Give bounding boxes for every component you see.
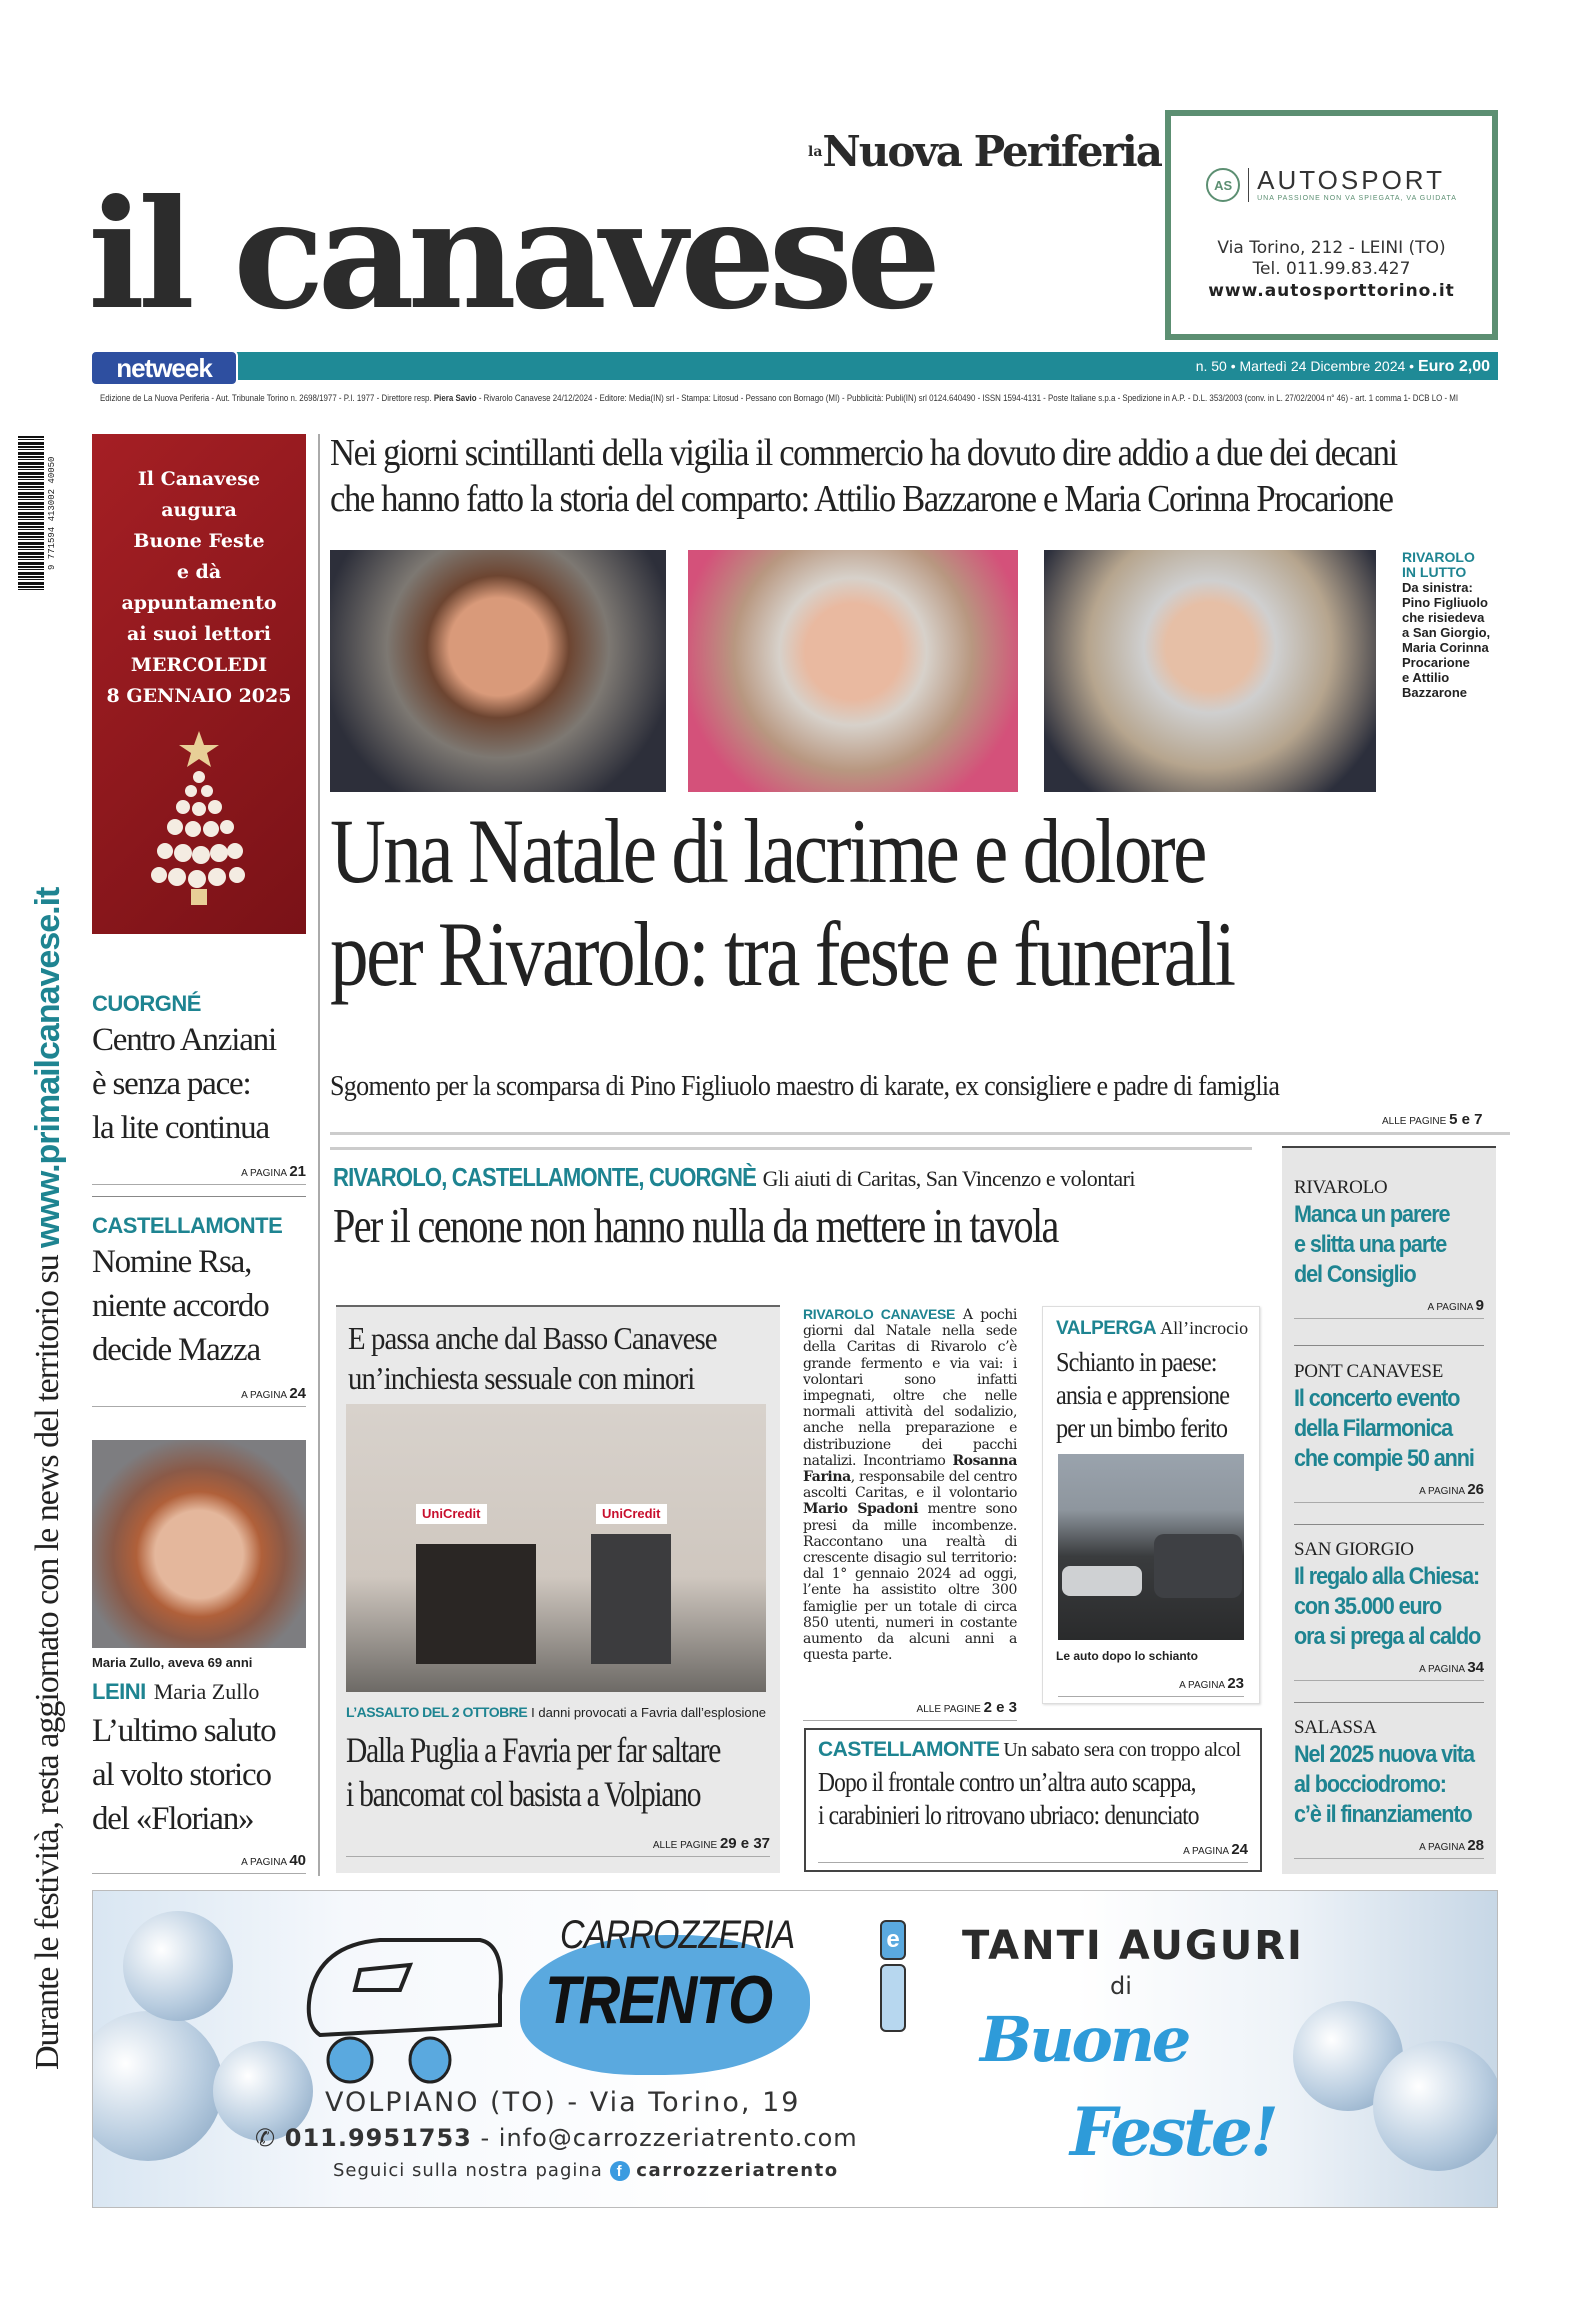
facebook-icon: f [610, 2161, 630, 2181]
ornament-ball [92, 2011, 223, 2161]
pino-figliuolo-photo [330, 550, 666, 792]
page-number: 24 [289, 1385, 306, 1402]
lead-headline[interactable] [330, 800, 1338, 1006]
headline-line: i carabinieri lo ritrovano ubriaco: denunciato [818, 1800, 1199, 1830]
subtitle-prefix: la [808, 144, 823, 160]
trento-email[interactable]: - info@carrozzeriatrento.com [480, 2124, 858, 2152]
headline-line: Dopo il frontale contro un’altra auto scappa, [818, 1767, 1196, 1797]
page-label: A PAGINA [1179, 1680, 1225, 1691]
right-story-pont-canavese[interactable] [1294, 1360, 1484, 1503]
body-text: mentre sono presi da mille incombenze. Raccontano una realtà di crescente disagio sul territorio: dal 1° gennaio 2024 ad oggi, l’ente ha assistito oltre 300 famiglie per un totale di circa 850 utenti, numeri in costante aumento da alcuni anni a questa parte. [803, 1501, 1017, 1664]
page-reference [92, 1164, 306, 1185]
favria-headline[interactable] [346, 1728, 720, 1816]
column-divider [318, 434, 320, 1876]
white-car [1062, 1566, 1142, 1596]
page-number: 5 e 7 [1449, 1111, 1483, 1128]
story-headline-line: al volto storico [92, 1757, 271, 1793]
headline-line: un’inchiesta sessuale con minori [348, 1360, 695, 1396]
maria-zullo-photo [92, 1440, 306, 1648]
christmas-notice [92, 434, 306, 934]
left-story-cuorgne[interactable] [92, 990, 306, 1185]
imprint-part1: Edizione de La Nuova Periferia - Aut. Tribunale Torino n. 2698/1977 - P.I. 1977 - Direttore resp. [100, 393, 432, 403]
story-headline-line: Centro Anziani [92, 1022, 276, 1058]
lead-photo-caption [1402, 550, 1512, 700]
body-text: A pochi giorni dal Natale nella sede della Caritas di Rivarolo c’è grande fermento e via vai: i volontari sono infatti impegnati, oltre che nelle normali attività del sodalizio, anche nella preparazione e distribuzione dei pacchi natalizi. Incontriamo [803, 1307, 1017, 1469]
subtitle-text: Nuova Periferia [822, 127, 1161, 176]
page-label: A PAGINA [1183, 1846, 1229, 1857]
right-story-salassa[interactable] [1294, 1716, 1484, 1859]
unicredit-sign: UniCredit [416, 1504, 487, 1524]
page-label: ALLE PAGINE [916, 1704, 981, 1715]
story-headline-line: Nomine Rsa, [92, 1244, 252, 1280]
right-column [1282, 1146, 1496, 1874]
divider [330, 1147, 1252, 1150]
greeting-line4: Feste! [1070, 2093, 1276, 2171]
christmas-tree-icon [139, 729, 259, 909]
divider [1294, 1702, 1484, 1703]
headline-line: Schianto in paese: [1056, 1347, 1217, 1377]
story-headline-line: Nel 2025 nuova vita [1294, 1741, 1474, 1768]
lead-subdeck: Sgomento per la scomparsa di Pino Figliuolo maestro di karate, ex consigliere e padre di famiglia [330, 1070, 1280, 1102]
page-label: A PAGINA [241, 1168, 287, 1179]
page-reference [1294, 1298, 1484, 1319]
valperga-kicker [1056, 1318, 1248, 1342]
lead-page-reference [1382, 1112, 1482, 1130]
story-headline-line: c’è il finanziamento [1294, 1801, 1472, 1828]
story-headline-line: Il concerto evento [1294, 1385, 1460, 1412]
divider [1294, 1524, 1484, 1525]
page-number: 21 [289, 1163, 306, 1180]
caritas-kicker [333, 1162, 1135, 1197]
social-handle[interactable]: carrozzeriatrento [636, 2160, 839, 2181]
page-reference [818, 1842, 1248, 1863]
autosport-emblem-icon: AS [1206, 168, 1240, 202]
page-number: 23 [1227, 1675, 1244, 1692]
plug-letter: e [880, 1920, 906, 1960]
headline-line: per Rivarolo: tra feste e funerali [330, 903, 1234, 1005]
story-kicker: CUORGNÉ [92, 991, 201, 1016]
story-headline-line: Il regalo alla Chiesa: [1294, 1563, 1480, 1590]
story-headline-line: della Filarmonica [1294, 1415, 1453, 1442]
barcode-digits-bottom: 9 771594 413002 [47, 489, 57, 571]
divider [1294, 1345, 1484, 1346]
page-number: 9 [1475, 1297, 1484, 1314]
trento-contacts [255, 2122, 858, 2154]
notice-line: MERCOLEDI [130, 654, 268, 676]
notice-line: 8 GENNAIO 2025 [106, 685, 292, 707]
page-label: ALLE PAGINE [652, 1840, 718, 1851]
page-reference [1058, 1676, 1244, 1697]
greeting-line1: TANTI AUGURI [962, 1923, 1304, 1969]
story-headline-line: L’ultimo saluto [92, 1713, 276, 1749]
body-name: Mario Spadoni [803, 1501, 919, 1518]
headline-line: Una Natale di lacrime e dolore [330, 800, 1205, 902]
caritas-headline[interactable]: Per il cenone non hanno nulla da mettere in tavola [333, 1198, 1058, 1253]
barcode-digits-top: 40050 [47, 456, 57, 484]
caption-line: Bazzarone [1402, 685, 1468, 700]
notice-line: augura [161, 499, 237, 521]
autosport-website[interactable]: www.autosporttorino.it [1208, 281, 1455, 301]
page-reference [1294, 1660, 1484, 1681]
page-reference [92, 1853, 306, 1874]
story-headline-line: niente accordo [92, 1288, 269, 1324]
trento-phone[interactable]: 011.9951753 [284, 2124, 472, 2152]
notice-line: appuntamento [121, 592, 277, 614]
autosport-phone: Tel. 011.99.83.427 [1252, 259, 1411, 279]
imprint-part2: - Rivarolo Canavese 24/12/2024 - Editore: Media(IN) srl - Stampa: Litosud - Pessano con Bornago (MI) - Pubblicità: Publi(IN) srl 0124.640490 - ISSN 1594-4131 - Poste Italiane s.p.a - Spedizione in A.P. - D.L. 353/2003 (conv. in L. 27/02/2004 n° 46) - art. 1 comma 1- DCB LO - MI [478, 393, 1459, 403]
crash-photo [1058, 1454, 1244, 1640]
page-reference [803, 1700, 1017, 1721]
page-reference [346, 1836, 770, 1857]
dark-car [1154, 1534, 1242, 1598]
divider [92, 1196, 306, 1197]
page-label: A PAGINA [1419, 1842, 1465, 1853]
maria-corinna-procarione-photo [688, 550, 1018, 792]
inchiesta-headline[interactable] [348, 1318, 717, 1398]
autosport-tagline: UNA PASSIONE NON VA SPIEGATA, VA GUIDATA [1257, 195, 1457, 202]
deck-line: Nei giorni scintillanti della vigilia il commercio ha dovuto dire addio a due dei decani [330, 432, 1397, 474]
story-subkicker: All’incrocio [1160, 1318, 1249, 1338]
castellamonte-headline[interactable] [818, 1766, 1199, 1832]
left-story-leini[interactable] [92, 1678, 306, 1874]
autosport-logo [1171, 166, 1492, 204]
caption-line: e Attilio [1402, 670, 1450, 685]
story-headline-line: del «Florian» [92, 1801, 254, 1837]
page-reference [1294, 1838, 1484, 1859]
barcode [18, 436, 44, 591]
issue-price: Euro 2,00 [1417, 358, 1490, 375]
headline-line: E passa anche dal Basso Canavese [348, 1320, 717, 1356]
imprint-director: Piera Savio [433, 393, 477, 403]
car-outline-icon [300, 1935, 520, 2085]
story-headline-line: Manca un parere [1294, 1201, 1450, 1228]
issue-info [1196, 357, 1490, 376]
photo-caption: Le auto dopo lo schianto [1056, 1649, 1198, 1663]
body-kicker: RIVAROLO CANAVESE [803, 1306, 956, 1322]
atm-explosion-photo [346, 1404, 766, 1692]
story-kicker: L’ASSALTO DEL 2 OTTOBRE [346, 1704, 528, 1720]
masthead-title: il canavese [88, 167, 935, 343]
caption-line: Da sinistra: [1402, 580, 1473, 595]
photo-caption: Maria Zullo, aveva 69 anni [92, 1655, 253, 1670]
story-kicker: CASTELLAMONTE [818, 1738, 1000, 1761]
notice-line: ai suoi lettori [127, 623, 271, 645]
ornament-ball [123, 1911, 233, 2021]
page-label: A PAGINA [241, 1857, 287, 1868]
caption-line: a San Giorgio, [1402, 625, 1491, 640]
body-text: , responsabile del centro ascolti Caritas, e il volontario [803, 1469, 1017, 1502]
side-banner-url[interactable]: www.primailcanavese.it [29, 887, 67, 1248]
headline-line: ansia e apprensione [1056, 1380, 1230, 1410]
deck-line: che hanno fatto la storia del comparto: Attilio Bazzarone e Maria Corinna Procarione [330, 478, 1393, 520]
page-number: 34 [1467, 1659, 1484, 1676]
atm-machine [591, 1534, 671, 1664]
page-label: A PAGINA [1427, 1302, 1473, 1313]
valperga-headline[interactable] [1056, 1346, 1229, 1445]
page-number: 29 e 37 [719, 1835, 770, 1852]
side-banner-text: Durante le festività, resta aggiornato con le news del territorio su [29, 1255, 66, 2070]
caption-line: che risiedeva [1402, 610, 1485, 625]
imprint-line [100, 392, 1459, 404]
story-kicker: LEINI [92, 1679, 146, 1704]
page-label: ALLE PAGINE [1382, 1116, 1447, 1127]
story-location: PONT CANAVESE [1294, 1361, 1444, 1382]
page-label: A PAGINA [241, 1390, 287, 1401]
story-headline-line: che compie 50 anni [1294, 1445, 1474, 1472]
story-subkicker: Maria Zullo [153, 1679, 260, 1704]
page-reference [1294, 1482, 1484, 1503]
story-location: RIVAROLO [1294, 1177, 1388, 1198]
notice-line: e dà [176, 561, 222, 583]
story-headline-line: con 35.000 euro [1294, 1593, 1442, 1620]
trento-brand-line1: CARROZZERIA [560, 1913, 795, 1957]
damaged-wall [416, 1544, 536, 1664]
story-location: SAN GIORGIO [1294, 1539, 1414, 1560]
story-headline-line: e slitta una parte [1294, 1231, 1447, 1258]
page-number: 28 [1467, 1837, 1484, 1854]
caption-line: Maria Corinna [1402, 640, 1489, 655]
page-number: 2 e 3 [983, 1699, 1017, 1716]
netweek-logo: netweek [90, 350, 238, 386]
autosport-address: Via Torino, 212 - LEINI (TO) [1217, 238, 1446, 258]
story-kicker: RIVAROLO, CASTELLAMONTE, CUORGNÈ [333, 1162, 756, 1192]
ornament-ball [1373, 2041, 1498, 2171]
divider [330, 1132, 1510, 1135]
left-story-castellamonte[interactable] [92, 1212, 306, 1407]
headline-line: i bancomat col basista a Volpiano [346, 1774, 701, 1814]
socket [880, 1964, 906, 2032]
issue-date: n. 50 • Martedì 24 Dicembre 2024 • [1195, 358, 1415, 374]
right-story-san-giorgio[interactable] [1294, 1538, 1484, 1681]
story-headline-line: è senza pace: [92, 1066, 251, 1102]
autosport-brand: AUTOSPORT [1257, 165, 1445, 195]
attilio-bazzarone-photo [1044, 550, 1376, 792]
story-headline-line: decide Mazza [92, 1332, 260, 1368]
story-subkicker: Gli aiuti di Caritas, San Vincenzo e volontari [762, 1166, 1136, 1191]
caption-line: Pino Figliuolo [1402, 595, 1488, 610]
story-subkicker: I danni provocati a Favria dall’esplosione [531, 1705, 767, 1720]
headline-line: per un bimbo ferito [1056, 1413, 1228, 1443]
story-headline-line: la lite continua [92, 1110, 269, 1146]
caption-kicker: IN LUTTO [1402, 564, 1467, 580]
page-number: 40 [289, 1852, 306, 1869]
greeting-line2: di [1110, 1972, 1132, 2000]
logo-divider [1248, 168, 1249, 202]
story-headline-line: al bocciodromo: [1294, 1771, 1446, 1798]
trento-social [333, 2158, 839, 2184]
trento-brand-line2: TRENTO [545, 1962, 772, 2038]
caption-line: Procarione [1402, 655, 1470, 670]
story-location: SALASSA [1294, 1717, 1377, 1738]
unicredit-sign: UniCredit [596, 1504, 667, 1524]
electric-plug-icon [880, 1920, 906, 2032]
page-label: A PAGINA [1419, 1664, 1465, 1675]
story-headline-line: del Consiglio [1294, 1261, 1416, 1288]
side-banner [22, 600, 74, 2070]
story-kicker: VALPERGA [1056, 1318, 1157, 1339]
page-number: 26 [1467, 1481, 1484, 1498]
page-label: A PAGINA [1419, 1486, 1465, 1497]
page-reference [92, 1386, 306, 1407]
notice-line: Buone Feste [133, 530, 265, 552]
trento-address: VOLPIANO (TO) - Via Torino, 19 [325, 2087, 801, 2118]
autosport-ad[interactable] [1165, 110, 1498, 340]
page-number: 24 [1231, 1841, 1248, 1858]
right-story-rivarolo[interactable] [1294, 1176, 1484, 1319]
story-headline-line: ora si prega al caldo [1294, 1623, 1481, 1650]
barcode-number [46, 436, 58, 591]
social-text: Seguici sulla nostra pagina [333, 2160, 603, 2181]
greeting-line3: Buone [980, 2003, 1189, 2076]
caritas-body [803, 1306, 1017, 1696]
lead-deck [330, 430, 1413, 522]
headline-line: Dalla Puglia a Favria per far saltare [346, 1730, 721, 1770]
body-name: Rosanna Farina [803, 1452, 1017, 1486]
phone-icon: ✆ [255, 2124, 277, 2152]
favria-kicker [346, 1704, 766, 1722]
castellamonte-kicker [818, 1738, 1241, 1765]
caption-kicker: RIVAROLO [1402, 549, 1475, 565]
story-kicker: CASTELLAMONTE [92, 1213, 283, 1238]
story-subkicker: Un sabato sera con troppo alcol [1003, 1739, 1241, 1761]
notice-line: Il Canavese [137, 468, 261, 490]
